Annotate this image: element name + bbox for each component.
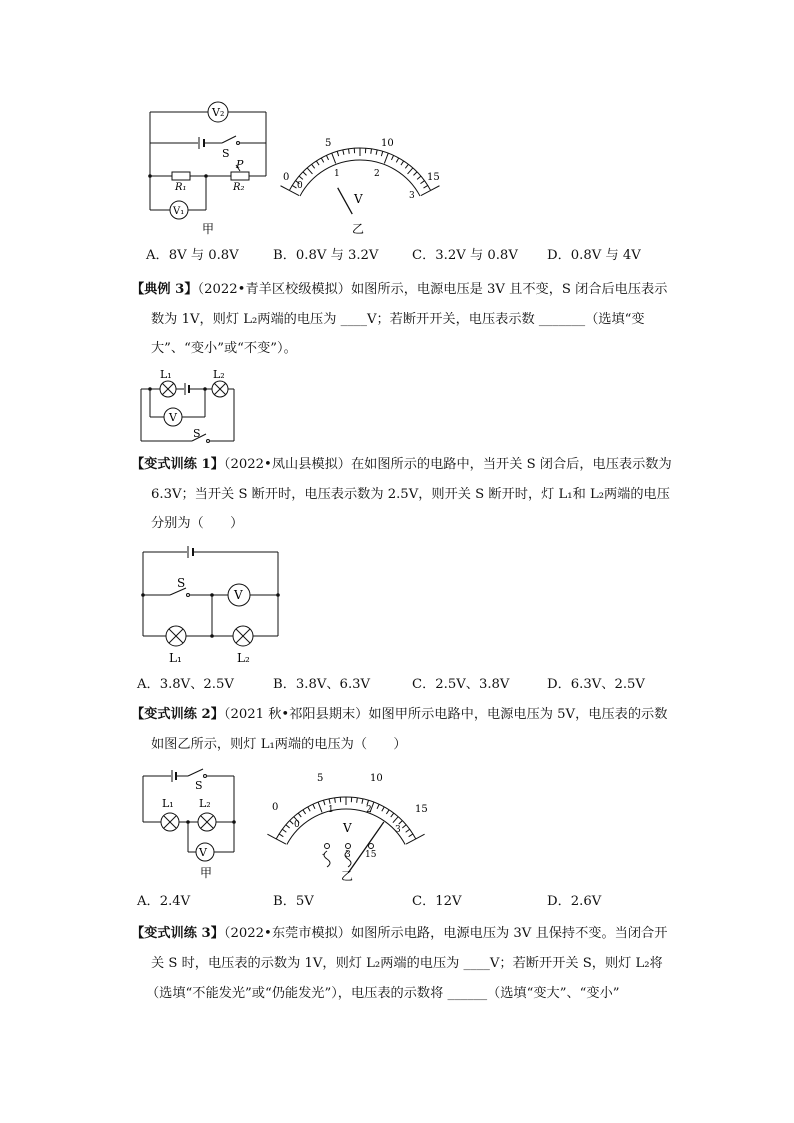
meter-bottom-0: 0	[294, 820, 300, 830]
train2-line-1: 【变式训练 2】（2021 秋•祁阳县期末）如图甲所示电路中，电源电压为 5V，电压表的示数	[131, 707, 668, 722]
meter-tick	[335, 798, 336, 803]
example3-line-2: 数为 1V，则灯 L₂两端的电压为 ____V；若断开开关，电压表示数 _______（选填“变	[151, 312, 645, 327]
q-prev-option-c[interactable]: C．3.2V 与 0.8V	[412, 248, 518, 263]
train1-line-3: 分别为（ ）	[151, 516, 244, 531]
r1-label: R₁	[175, 182, 187, 193]
v1-label: V₁	[173, 206, 185, 217]
meter-bottom-2: 2	[374, 169, 380, 179]
train2-line-2: 如图乙所示，则灯 L₁两端的电压为（ ）	[151, 737, 407, 752]
meter-tick	[276, 839, 286, 844]
train3-tag: 【变式训练 3】	[131, 926, 224, 941]
meter-tick	[409, 834, 413, 837]
train1-option-b[interactable]: B．3.8V、6.3V	[273, 677, 371, 692]
v2-label: V₂	[212, 106, 225, 119]
meter-top-5: 5	[317, 773, 324, 784]
p-label: P	[236, 158, 244, 171]
jia-label: 甲	[200, 866, 213, 880]
meter-tick	[399, 821, 403, 825]
l1-label: L₁	[162, 797, 174, 810]
terminal-15: 15	[365, 850, 377, 860]
s-label: S	[195, 779, 203, 792]
q-prev-option-d[interactable]: D．0.8V 与 4V	[547, 248, 641, 263]
meter-tick	[308, 807, 310, 811]
meter-bottom-3: 3	[395, 825, 401, 835]
train2-option-c[interactable]: C．12V	[412, 894, 462, 909]
q-prev-option-a[interactable]: A．8V 与 0.8V	[146, 248, 239, 263]
meter-tick	[391, 813, 394, 817]
meter-bottom-1: 1	[328, 805, 334, 815]
meter-tick	[393, 817, 398, 823]
meter-tick	[290, 821, 294, 825]
train1-option-c[interactable]: C．2.5V、3.8V	[412, 677, 510, 692]
v-label: V	[199, 846, 207, 859]
meter-end-line	[267, 834, 276, 839]
meter-bottom-2: 2	[366, 805, 372, 815]
meter-top-5: 5	[325, 138, 332, 149]
meter-tick	[324, 800, 325, 805]
train2-option-d[interactable]: D．2.6V	[547, 894, 602, 909]
train1-line-1: 【变式训练 1】（2022•凤山县模拟）在如图所示的电路中，当开关 S 闭合后，电压表示数为	[131, 457, 672, 472]
terminal-3: 3	[345, 850, 351, 860]
meter-tick	[362, 799, 363, 804]
meter-tick	[386, 810, 389, 814]
train1-option-a[interactable]: A．3.8V、2.5V	[137, 677, 234, 692]
s-label: S	[177, 576, 186, 590]
train3-line-2: 关 S 时，电压表的示数为 1V，则灯 L₂两端的电压为 ____V；若断开开关 S，则灯 L₂将	[151, 956, 663, 971]
meter-tick	[313, 804, 315, 809]
meter-bottom-1: 1	[334, 169, 340, 179]
meter-tick	[282, 829, 286, 832]
yi-label: 乙	[352, 222, 365, 236]
train3-line-3: （选填“不能发光”或“仍能发光”），电压表的示数将 ______（选填“变大”、“变小”	[146, 986, 620, 1001]
train2-tag: 【变式训练 2】	[131, 707, 224, 722]
meter-tick	[402, 825, 406, 828]
meter-tick	[382, 807, 384, 811]
meter-tick	[298, 813, 301, 817]
terminal-minus: -	[322, 850, 326, 860]
meter-bottom-0: 0	[297, 181, 303, 191]
example3-tag: 【典例 3】	[131, 282, 198, 297]
train1-option-d[interactable]: D．6.3V、2.5V	[547, 677, 645, 692]
example3-line-3: 大”、“变小”或“不变”）。	[151, 341, 297, 356]
meter-unit: V	[343, 821, 352, 835]
meter-tick	[406, 829, 410, 832]
l2-label: L₂	[199, 797, 211, 810]
meter-tick	[303, 810, 306, 814]
meter-tick	[279, 834, 283, 837]
meter-needle	[348, 822, 384, 873]
train1-tag: 【变式训练 1】	[131, 457, 224, 472]
meter-top-0: 0	[283, 172, 290, 183]
meter-tick	[406, 839, 416, 844]
meter-top-15: 15	[415, 804, 428, 815]
meter-bottom-3: 3	[409, 191, 415, 201]
v-label: V	[234, 588, 243, 602]
meter-end-line	[416, 834, 425, 839]
q-prev-option-b[interactable]: B．0.8V 与 3.2V	[273, 248, 379, 263]
jia-label: 甲	[202, 222, 215, 236]
r2-label: R₂	[233, 182, 245, 193]
meter-tick	[357, 798, 358, 803]
v-label: V	[169, 411, 177, 424]
meter-top-10: 10	[370, 773, 383, 784]
yi-label: 乙	[341, 869, 354, 883]
meter-top-15: 15	[427, 172, 440, 183]
meter-top-10: 10	[381, 138, 394, 149]
train2-option-b[interactable]: B．5V	[273, 894, 314, 909]
train3-line-1: 【变式训练 3】（2022•东莞市模拟）如图所示电路，电源电压为 3V 且保持不变。当闭合开	[131, 926, 668, 941]
meter-unit: V	[354, 192, 363, 206]
meter-tick	[318, 802, 322, 812]
l1-label: L₁	[169, 651, 182, 665]
example3-line-1: 【典例 3】（2022•青羊区校级模拟）如图所示，电源电压是 3V 且不变，S 闭合后电压表示	[131, 282, 668, 297]
s-label: S	[193, 427, 201, 440]
meter-tick	[329, 799, 330, 804]
s-label: S	[222, 147, 230, 160]
l2-label: L₂	[213, 368, 225, 381]
train1-line-2: 6.3V；当开关 S 断开时，电压表示数为 2.5V，则开关 S 断开时，灯 L₁和 L₂两端的电压	[151, 487, 670, 502]
train2-option-a[interactable]: A．2.4V	[137, 894, 191, 909]
l1-label: L₁	[160, 368, 172, 381]
meter-top-0: 0	[272, 802, 279, 813]
meter-tick	[286, 825, 290, 828]
meter-tick	[377, 804, 379, 809]
l2-label: L₂	[237, 651, 250, 665]
